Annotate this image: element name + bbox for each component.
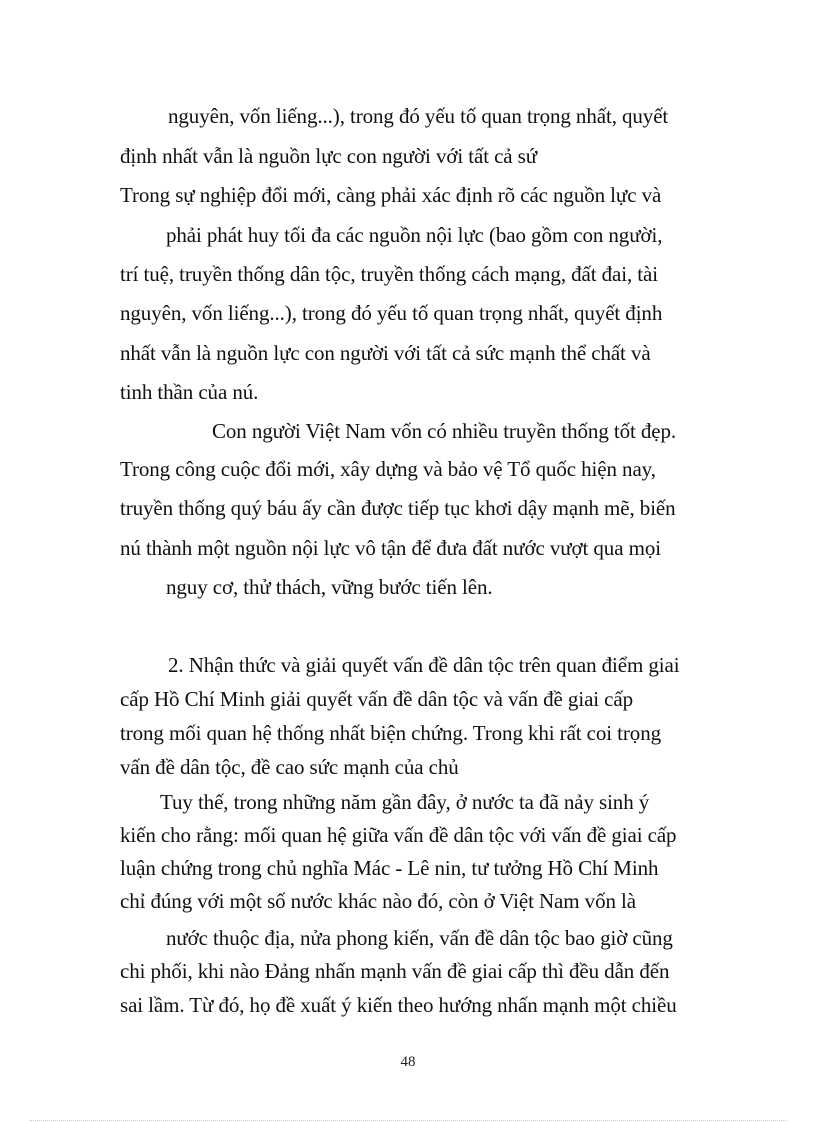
text-line: Trong công cuộc đổi mới, xây dựng và bảo vệ Tổ quốc hiện nay, (120, 457, 656, 481)
text-line: trong mối quan hệ thống nhất biện chứng. Trong khi rất coi trọng (120, 721, 662, 745)
text-line: tinh thần của nú. (120, 380, 259, 404)
text-line: Trong sự nghiệp đổi mới, càng phải xác định rõ các nguồn lực và (120, 183, 662, 207)
text-line: phải phát huy tối đa các nguồn nội lực (bao gồm con người, (166, 223, 663, 247)
text-line: nguyên, vốn liếng...), trong đó yếu tố quan trọng nhất, quyết (168, 104, 669, 128)
text-line: chi phối, khi nào Đảng nhấn mạnh vấn đề giai cấp thì đều dẫn đến (120, 959, 670, 983)
text-line: định nhất vẫn là nguồn lực con người với tất cả sứ (120, 144, 538, 168)
text-line: Con người Việt Nam vốn có nhiều truyền thống tốt đẹp. (212, 419, 677, 443)
text-line: luận chứng trong chủ nghĩa Mác - Lê nin, tư tưởng Hồ Chí Minh (120, 856, 659, 880)
text-line: truyền thống quý báu ấy cần được tiếp tục khơi dậy mạnh mẽ, biến (120, 496, 676, 520)
text-line: nguy cơ, thử thách, vững bước tiến lên. (166, 575, 493, 599)
text-line: vấn đề dân tộc, đề cao sức mạnh của chủ (120, 755, 459, 779)
text-line: nhất vẫn là nguồn lực con người với tất cả sức mạnh thể chất và (120, 341, 651, 365)
text-line: kiến cho rằng: mối quan hệ giữa vấn đề dân tộc với vấn đề giai cấp (120, 823, 677, 847)
text-line: sai lầm. Từ đó, họ đề xuất ý kiến theo hướng nhấn mạnh một chiều (120, 993, 677, 1017)
text-line: cấp Hồ Chí Minh giải quyết vấn đề dân tộc và vấn đề giai cấp (120, 687, 634, 711)
text-line: nú thành một nguồn nội lực vô tận để đưa đất nước vượt qua mọi (120, 536, 661, 560)
text-line: chỉ đúng với một số nước khác nào đó, còn ở Việt Nam vốn là (120, 889, 636, 913)
text-line: Tuy thế, trong những năm gần đây, ở nước ta đã nảy sinh ý (160, 790, 650, 814)
text-line: nước thuộc địa, nửa phong kiến, vấn đề dân tộc bao giờ cũng (166, 926, 673, 950)
text-line: 2. Nhận thức và giải quyết vấn đề dân tộc trên quan điểm giai (168, 653, 680, 677)
text-line: nguyên, vốn liếng...), trong đó yếu tố quan trọng nhất, quyết định (120, 301, 663, 325)
page-bottom-divider (30, 1120, 786, 1121)
page-number: 48 (400, 1054, 416, 1070)
text-line: trí tuệ, truyền thống dân tộc, truyền thống cách mạng, đất đai, tài (120, 262, 658, 286)
